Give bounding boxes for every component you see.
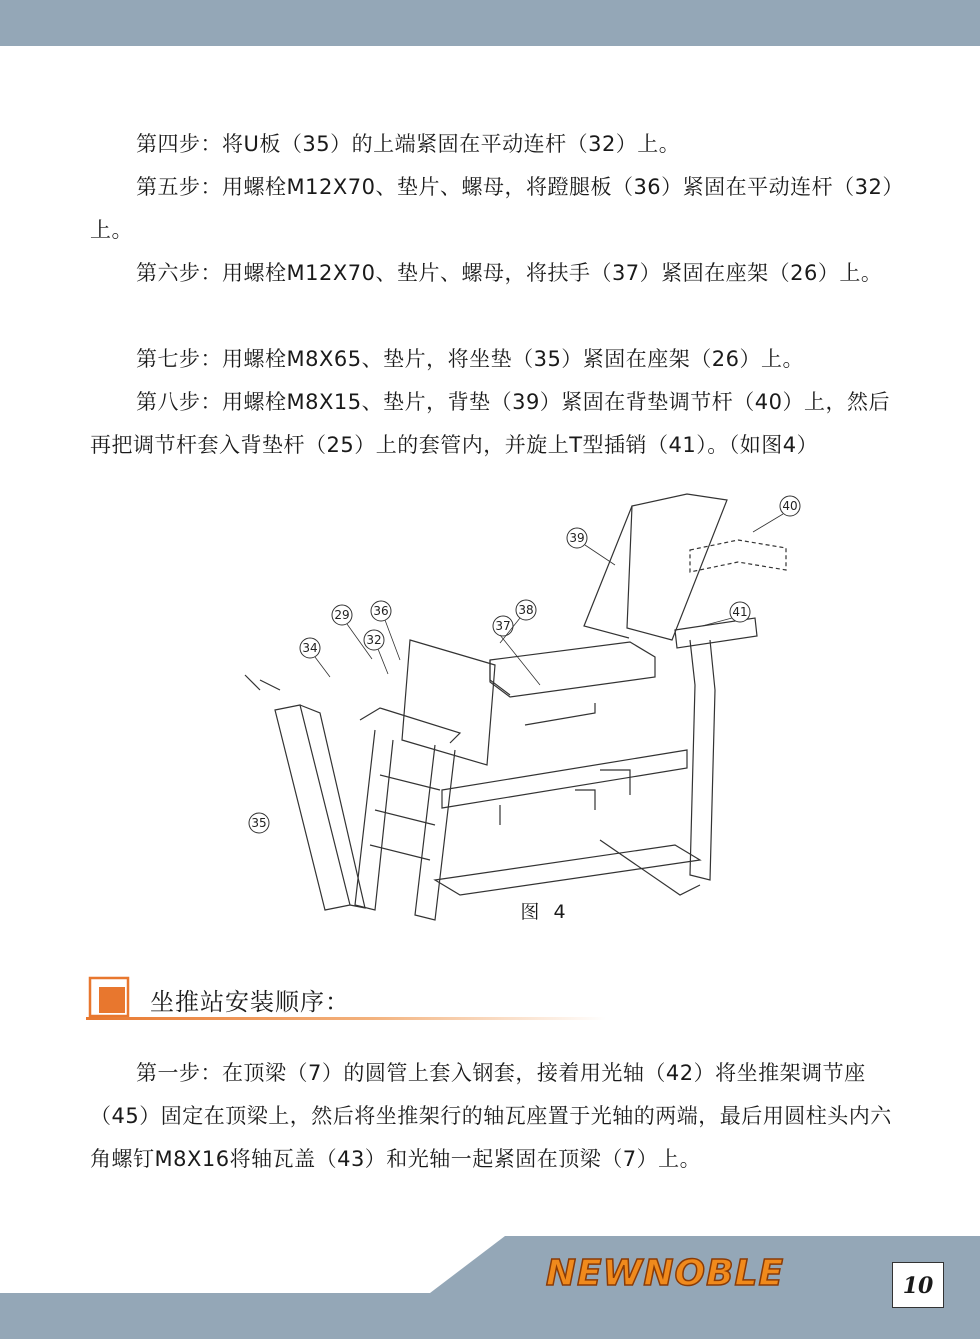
callout-label-37: 37 [495, 619, 511, 633]
section-heading [86, 972, 616, 1024]
brand-logo [515, 1254, 815, 1292]
callout-label-40: 40 [782, 499, 798, 513]
callout-label-39: 39 [569, 531, 585, 545]
sitpush-step-1: 第一步：在顶梁（7）的圆管上套入钢套，接着用光轴（42）将坐推架调节座（45）固定在顶梁上，然后将坐推架行的轴瓦座置于光轴的两端，最后用圆柱头内六角螺钉M8X16将轴瓦盖（43）和光轴一起紧固在顶梁（7）上。 [90, 1061, 892, 1171]
assembly-diagram [200, 480, 820, 930]
callout-label-29: 29 [334, 608, 350, 622]
callout-label-38: 38 [518, 603, 534, 617]
step-6: 第六步：用螺栓M12X70、垫片、螺母，将扶手（37）紧固在座架（26）上。 [136, 261, 883, 285]
top-banner [0, 0, 980, 46]
callout-label-32: 32 [366, 633, 382, 647]
section-marker-icon [86, 974, 132, 1020]
footer-tab [0, 1236, 980, 1339]
step-5: 第五步：用螺栓M12X70、垫片、螺母，将蹬腿板（36）紧固在平动连杆（32）上。 [90, 175, 904, 242]
svg-text:NEWNOBLE: NEWNOBLE [545, 1254, 785, 1292]
step-8: 第八步：用螺栓M8X15、垫片，背垫（39）紧固在背垫调节杆（40）上，然后再把调节杆套入背垫杆（25）上的套管内，并旋上T型插销（41）。（如图4） [90, 390, 891, 457]
step-4: 第四步：将U板（35）的上端紧固在平动连杆（32）上。 [136, 132, 681, 156]
figure-caption: 图 4 [520, 901, 570, 923]
page-number: 10 [892, 1262, 944, 1308]
section-title: 坐推站安装顺序： [150, 988, 350, 1016]
callout-label-36: 36 [373, 604, 389, 618]
section-underline [86, 1017, 606, 1020]
callout-label-35: 35 [251, 816, 267, 830]
callout-label-41: 41 [732, 605, 748, 619]
callout-label-34: 34 [302, 641, 318, 655]
step-7: 第七步：用螺栓M8X65、垫片，将坐垫（35）紧固在座架（26）上。 [136, 347, 805, 371]
